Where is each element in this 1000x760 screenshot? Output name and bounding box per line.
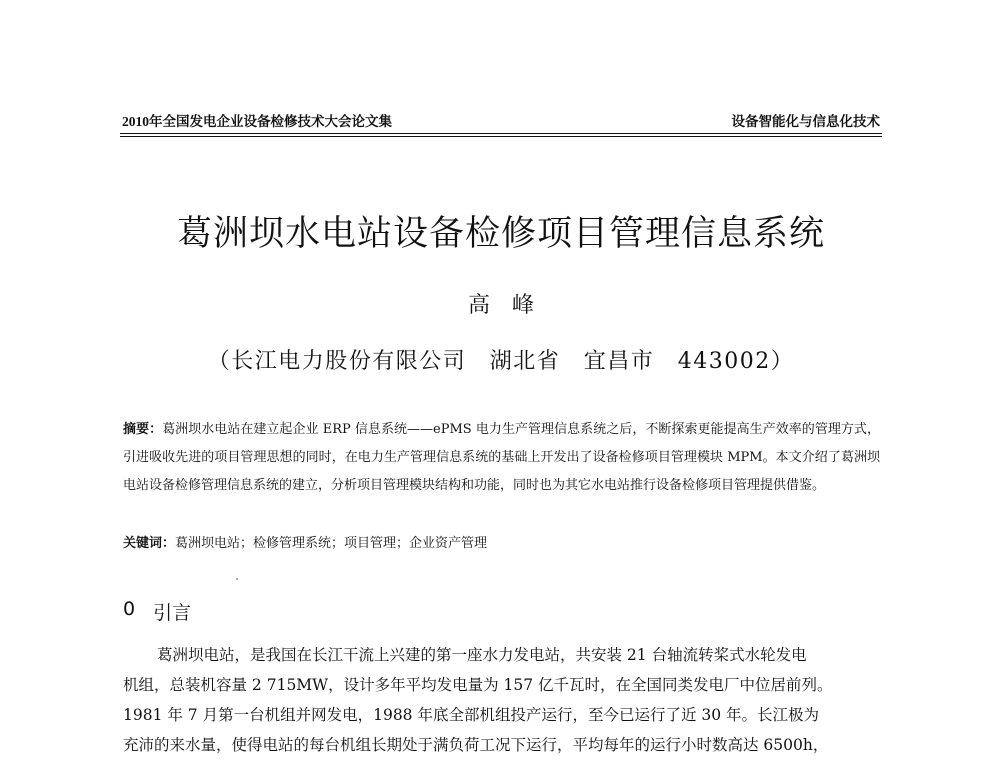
paper-author: 高峰 (467, 293, 556, 318)
header-rule-thin (120, 136, 882, 137)
section-number: 0 (123, 598, 136, 620)
body-line: 充沛的来水量，使得电站的每台机组长期处于满负荷工况下运行，平均每年的运行小时数高达 6500h， (123, 736, 829, 754)
body-line: 1981 年 7 月第一台机组并网发电，1988 年底全部机组投产运行，至今已运行了近 30 年。长江极为 (123, 706, 820, 724)
section-title: 引言 (153, 602, 192, 624)
keywords (123, 530, 880, 558)
abstract-text: 葛洲坝水电站在建立起企业 ERP 信息系统——ePMS 电力生产管理信息系统之后，不断探索更能提高生产效率的管理方式，引进吸收先进的项目管理思想的同时，在电力生产管理信息系统的基础上开发出了设备检修项目管理模块 MPM。本文介绍了葛洲坝电站设备检修管理信息系统的建立，分析项目管理模块结构和功能，同时也为其它水电站推行设备检修项目管理提供借鉴。 (123, 422, 880, 493)
body-paragraph (123, 640, 880, 760)
paper-title: 葛洲坝水电站设备检修项目管理信息系统 (176, 214, 825, 254)
header-section-title: 设备智能化与信息化技术 (731, 114, 880, 129)
author-affiliation: （长江电力股份有限公司 湖北省 宜昌市 443002） (207, 349, 795, 374)
body-line: 葛洲坝电站，是我国在长江干流上兴建的第一座水力发电站，共安装 21 台轴流转桨式水轮发电 (157, 646, 807, 664)
abstract (123, 416, 880, 500)
abstract-label: 摘要： (123, 422, 163, 437)
running-header (122, 106, 880, 130)
section-heading (123, 598, 191, 625)
keywords-text: 葛洲坝电站；检修管理系统；项目管理；企业资产管理 (175, 536, 488, 551)
keywords-label: 关键词： (123, 536, 176, 551)
body-line: 机组，总装机容量 2 715MW，设计多年平均发电量为 157 亿千瓦时，在全国同类发电厂中位居前列。 (123, 676, 833, 694)
header-rule (120, 133, 882, 134)
scan-speck (236, 578, 238, 580)
header-proceedings-title: 2010年全国发电企业设备检修技术大会论文集 (122, 114, 392, 129)
